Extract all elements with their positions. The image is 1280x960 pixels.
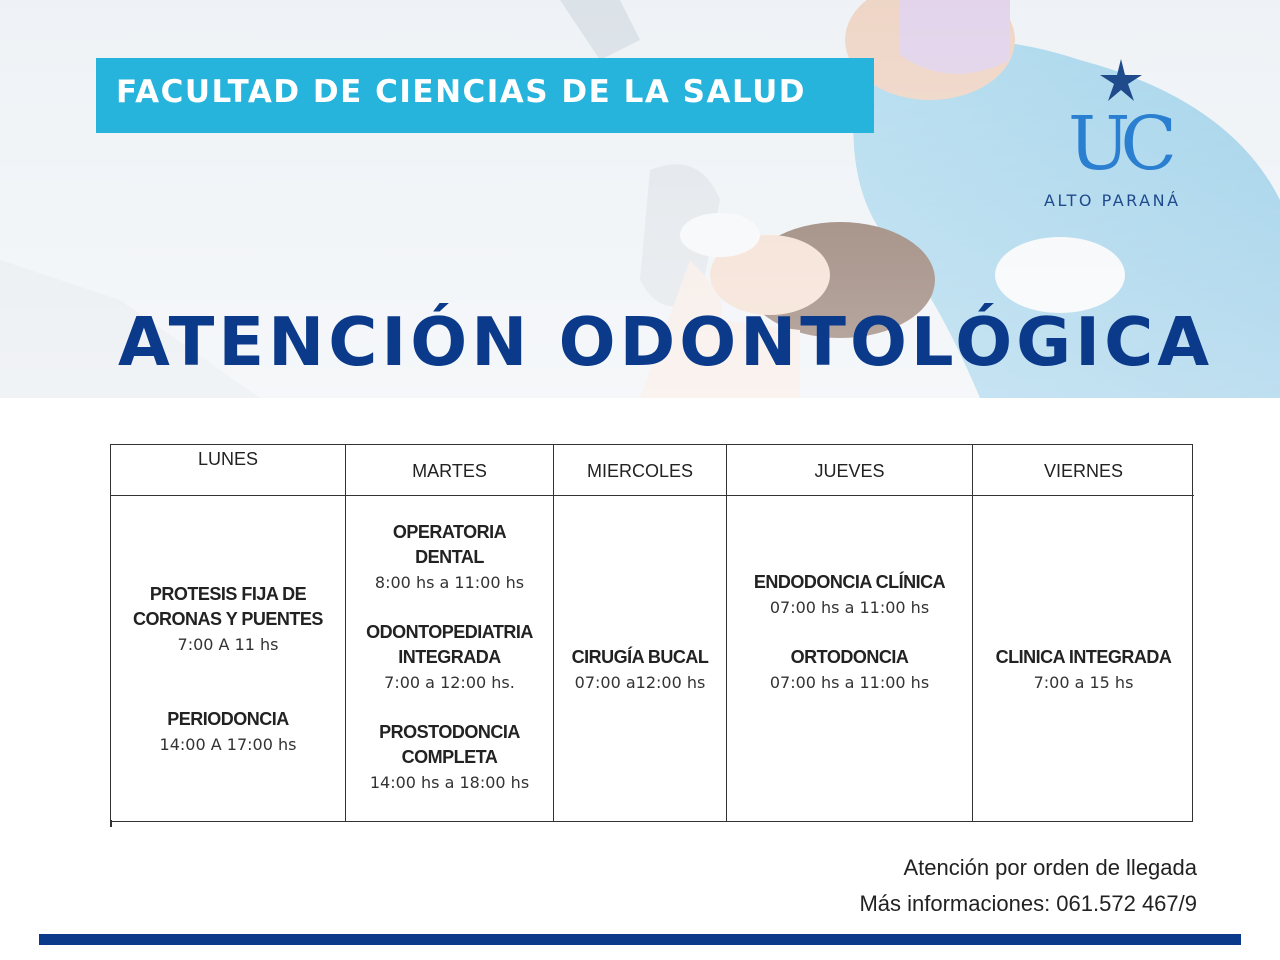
- uc-logo: [1040, 55, 1210, 215]
- bottom-bar: [39, 934, 1241, 945]
- service-name: CLINICA INTEGRADA: [995, 647, 1172, 667]
- service-time: 14:00 hs a 18:00 hs: [369, 773, 530, 792]
- logo-subtitle: ALTO PARANÁ: [1044, 191, 1181, 210]
- column-miercoles: [554, 445, 727, 821]
- service-name: CIRUGÍA BUCAL: [571, 647, 709, 667]
- column-header: JUEVES: [727, 445, 972, 496]
- service-name: COMPLETA: [401, 747, 498, 767]
- table-corner-mark: [110, 820, 112, 827]
- service-name: PROTESIS FIJA DE: [149, 584, 307, 604]
- column-lunes: [111, 445, 346, 821]
- schedule-entry: [727, 570, 972, 620]
- service-time: 7:00 a 15 hs: [1033, 673, 1134, 692]
- service-time: 07:00 hs a 11:00 hs: [769, 673, 930, 692]
- service-name: DENTAL: [415, 547, 484, 567]
- column-jueves: [727, 445, 973, 821]
- service-name: CORONAS Y PUENTES: [133, 609, 323, 629]
- service-time: 8:00 hs a 11:00 hs: [374, 573, 525, 592]
- service-name: ENDODONCIA CLÍNICA: [753, 572, 946, 592]
- schedule-entry: [554, 645, 726, 695]
- logo-mark: UC: [1068, 101, 1167, 187]
- schedule-entry: [346, 620, 553, 695]
- column-viernes: [973, 445, 1194, 821]
- service-time: 7:00 a 12:00 hs.: [384, 673, 515, 692]
- schedule-table: [110, 444, 1193, 822]
- service-name: INTEGRADA: [398, 647, 501, 667]
- schedule-entry: [346, 720, 553, 795]
- service-name: PROSTODONCIA: [379, 722, 520, 742]
- column-header: MARTES: [346, 445, 553, 496]
- service-time: 14:00 A 17:00 hs: [159, 735, 297, 754]
- attention-note: Atención por orden de llegada: [903, 855, 1197, 880]
- star-icon: [1098, 57, 1144, 103]
- service-time: 07:00 hs a 11:00 hs: [769, 598, 930, 617]
- service-name: ORTODONCIA: [790, 647, 909, 667]
- hero-photo: [0, 0, 1280, 398]
- column-header: VIERNES: [973, 445, 1194, 496]
- service-name: PERIODONCIA: [167, 709, 289, 729]
- service-time: 7:00 A 11 hs: [177, 635, 279, 654]
- contact-info: Más informaciones: 061.572 467/9: [859, 891, 1197, 916]
- column-martes: [346, 445, 554, 821]
- column-header: MIERCOLES: [554, 445, 726, 496]
- schedule-entry: [973, 645, 1194, 695]
- service-name: OPERATORIA: [392, 522, 507, 542]
- page-title: ATENCIÓN ODONTOLÓGICA: [118, 303, 1214, 381]
- service-time: 07:00 a12:00 hs: [574, 673, 706, 692]
- service-name: ODONTOPEDIATRIA: [366, 622, 533, 642]
- schedule-entry: [346, 520, 553, 595]
- schedule-entry: [111, 582, 345, 657]
- column-header: LUNES: [111, 445, 345, 496]
- faculty-title: FACULTAD DE CIENCIAS DE LA SALUD: [116, 74, 807, 110]
- schedule-entry: [727, 645, 972, 695]
- faculty-banner: [96, 58, 874, 133]
- schedule-entry: [111, 707, 345, 757]
